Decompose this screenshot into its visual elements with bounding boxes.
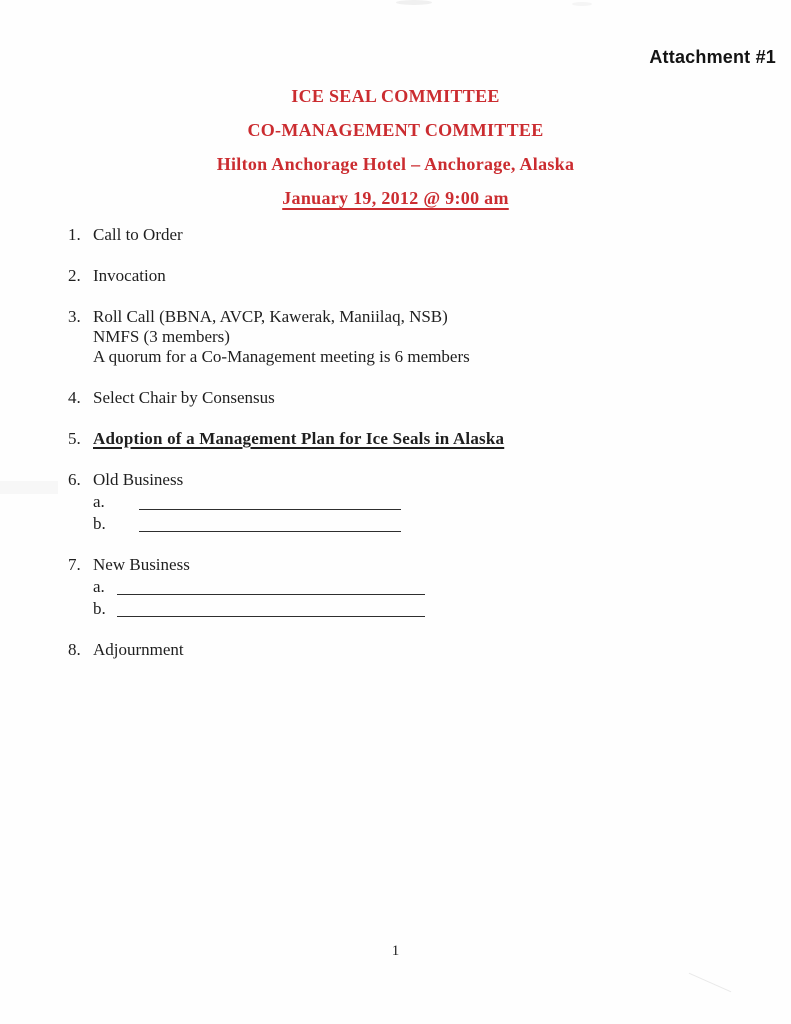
item-number: 4. <box>68 388 81 407</box>
meeting-location: Hilton Anchorage Hotel – Anchorage, Alaska <box>216 154 575 174</box>
blank-label: a. <box>93 577 105 596</box>
item-subline: A quorum for a Co-Management meeting is 6 members <box>93 347 470 366</box>
meeting-datetime: January 19, 2012 @ 9:00 am <box>282 188 509 208</box>
blank-label: a. <box>93 492 105 511</box>
agenda-item-roll-call <box>68 307 755 367</box>
item-title: Adjournment <box>93 640 184 659</box>
item-number: 8. <box>68 640 81 659</box>
item-number: 6. <box>68 470 81 489</box>
agenda-item-select-chair <box>68 388 755 408</box>
blank-row <box>93 599 755 619</box>
agenda-item-adoption-plan <box>68 429 755 449</box>
item-number: 5. <box>68 429 81 448</box>
blank-line <box>139 496 401 510</box>
item-title: Adoption of a Management Plan for Ice Seals in Alaska <box>93 429 505 448</box>
blank-row <box>93 514 755 534</box>
page-number: 1 <box>391 943 400 959</box>
item-title: Call to Order <box>93 225 183 244</box>
agenda-item-old-business <box>68 470 755 534</box>
item-number: 2. <box>68 266 81 285</box>
blank-line <box>117 581 425 595</box>
blank-row <box>93 577 755 597</box>
agenda-item-call-to-order <box>68 225 755 245</box>
item-number: 7. <box>68 555 81 574</box>
committee-name: CO-MANAGEMENT COMMITTEE <box>247 120 544 140</box>
blank-label: b. <box>93 599 106 618</box>
agenda-item-new-business <box>68 555 755 619</box>
blank-row <box>93 492 755 512</box>
item-title: Roll Call (BBNA, AVCP, Kawerak, Maniilaq, NSB) <box>93 307 448 326</box>
item-title: Select Chair by Consensus <box>93 388 275 407</box>
attachment-label: Attachment #1 <box>649 47 776 67</box>
committee-title: ICE SEAL COMMITTEE <box>291 86 500 106</box>
document-header <box>0 0 791 209</box>
item-title: Invocation <box>93 266 166 285</box>
agenda-item-adjournment <box>68 640 755 660</box>
item-subline: NMFS (3 members) <box>93 327 230 346</box>
blank-line <box>139 518 401 532</box>
scan-artifact <box>689 973 731 993</box>
item-number: 1. <box>68 225 81 244</box>
item-title: New Business <box>93 555 190 574</box>
blank-line <box>117 603 425 617</box>
agenda-item-invocation <box>68 266 755 286</box>
item-title: Old Business <box>93 470 184 489</box>
item-number: 3. <box>68 307 81 326</box>
agenda-list <box>0 225 791 660</box>
blank-label: b. <box>93 514 106 533</box>
